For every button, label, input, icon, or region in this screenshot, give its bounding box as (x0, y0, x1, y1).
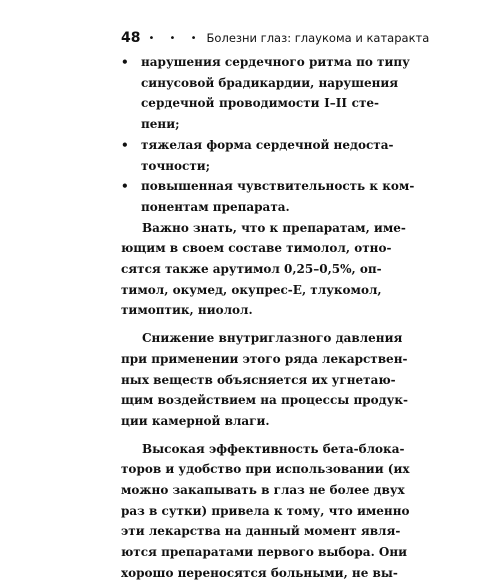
running-title: Болезни глаз: глаукома и катаракта (206, 31, 430, 45)
running-header (121, 28, 429, 48)
line-text: тяжелая форма сердечной недоста- (141, 137, 394, 152)
text-line: хорошо переносятся больными, не вы- (121, 565, 398, 580)
text-line (121, 135, 394, 156)
text-line (121, 176, 415, 197)
text-line: при применении этого ряда лекарствен- (121, 351, 408, 366)
bullet-item (121, 176, 415, 217)
line-text: повышенная чувствительность к ком- (141, 179, 415, 194)
bullet-item (121, 135, 394, 176)
bullet-icon: • (121, 137, 129, 152)
text-line: ных веществ объясняется их угнетаю- (121, 372, 396, 387)
text-line: ции камерной влаги. (121, 413, 270, 428)
bullet-icon: • (121, 55, 129, 69)
text-line: пени; (141, 117, 180, 132)
text-line: точности; (141, 158, 211, 173)
text-line: раз в сутки) привела к тому, что именно (121, 503, 410, 518)
text-line: ющим в своем составе тимолол, отно- (121, 241, 392, 256)
paragraph-gap (121, 321, 379, 328)
text-line: торов и удобство при использовании (их (121, 462, 410, 477)
text-line (121, 52, 410, 73)
bullet-icon: • (121, 179, 129, 194)
text-line: сятся также арутимол 0,25–0,5%, оп- (121, 262, 382, 277)
text-line: понентам препарата. (141, 199, 290, 214)
text-line: тимол, окумед, окупрес-Е, тлукомол, (121, 282, 382, 297)
paragraph (121, 439, 410, 584)
text-line: тимоптик, ниолол. (121, 303, 253, 318)
text-line: Важно знать, что к препаратам, име- (142, 220, 406, 235)
bullet-item (121, 52, 410, 135)
page-number: 48 (121, 30, 141, 46)
text-line: синусовой брадикардии, нарушения (141, 75, 399, 90)
text-line: Снижение внутриглазного давления (142, 331, 403, 346)
text-line: Высокая эффективность бета-блока- (142, 441, 405, 456)
text-line: щим воздействием на процессы продук- (121, 393, 408, 408)
text-line: можно закапывать в глаз не более двух (121, 483, 405, 498)
header-dots: • • • (148, 32, 203, 44)
text-line: ются препаратами первого выбора. Они (121, 545, 408, 560)
line-text: нарушения сердечного ритма по типу (141, 55, 410, 69)
text-line: сердечной проводимости I–II сте- (141, 96, 379, 111)
text-line: эти лекарства на данный момент явля- (121, 524, 401, 539)
paragraph (121, 328, 408, 432)
body-text (121, 52, 415, 584)
paragraph-gap (121, 432, 379, 439)
paragraph (121, 218, 406, 322)
